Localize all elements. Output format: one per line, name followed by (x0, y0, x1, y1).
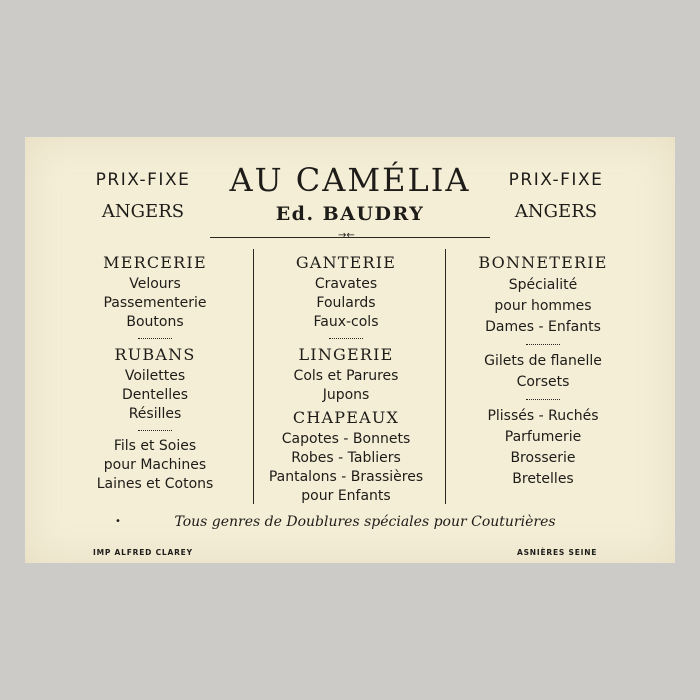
list-item: Spécialité (508, 277, 578, 293)
list-item: Brosserie (510, 450, 576, 466)
list-item: Passementerie (103, 295, 207, 311)
column-right (443, 253, 643, 490)
list-item: Corsets (516, 374, 570, 390)
tagline: Tous genres de Doublures spéciales pour Couturières (174, 514, 556, 530)
section-heading: GANTERIE (295, 253, 397, 272)
list-item: Gilets de flanelle (484, 353, 602, 369)
prix-fixe-left: PRIX-FIXE (95, 170, 191, 190)
dotted-separator (329, 338, 363, 339)
prix-fixe-right: PRIX-FIXE (508, 170, 604, 190)
list-item: Pantalons - Brassières (268, 469, 424, 485)
shop-title: AU CAMÉLIA (229, 161, 471, 199)
dotted-separator (138, 338, 172, 339)
header-right (476, 170, 636, 222)
proprietor-name: Ed. BAUDRY (275, 203, 425, 225)
section-heading: MERCERIE (103, 253, 207, 272)
list-item: Fils et Soies (113, 438, 197, 454)
list-item: pour Enfants (301, 488, 391, 504)
list-item: Faux-cols (313, 314, 379, 330)
dotted-separator (526, 344, 560, 345)
printer-credit: IMP ALFRED CLAREY (93, 548, 193, 557)
column-center (246, 253, 446, 506)
list-item: Plissés - Ruchés (487, 408, 599, 424)
bullet-mark: • (115, 516, 121, 527)
section-heading: CHAPEAUX (292, 408, 400, 427)
divider-ornament: →← (338, 230, 355, 241)
list-item: Velours (129, 276, 181, 292)
list-item: Cravates (314, 276, 378, 292)
list-item: Robes - Tabliers (291, 450, 401, 466)
list-item: pour hommes (494, 298, 592, 314)
list-item: Parfumerie (504, 429, 582, 445)
trade-card (25, 137, 675, 563)
section-heading: RUBANS (114, 345, 196, 364)
list-item: Foulards (316, 295, 376, 311)
section-heading: BONNETERIE (478, 253, 608, 272)
list-item: pour Machines (103, 457, 207, 473)
list-item: Voilettes (124, 368, 186, 384)
list-item: Résilles (128, 406, 182, 422)
column-left (55, 253, 255, 494)
list-item: Cols et Parures (293, 368, 399, 384)
dotted-separator (138, 430, 172, 431)
section-heading: LINGERIE (298, 345, 394, 364)
list-item: Dentelles (121, 387, 189, 403)
list-item: Jupons (322, 387, 370, 403)
list-item: Boutons (126, 314, 184, 330)
list-item: Capotes - Bonnets (281, 431, 411, 447)
list-item: Laines et Cotons (96, 476, 214, 492)
printer-location: ASNIÈRES SEINE (517, 548, 598, 557)
list-item: Dames - Enfants (485, 319, 601, 335)
list-item: Bretelles (512, 471, 574, 487)
dotted-separator (526, 399, 560, 400)
city-right: ANGERS (514, 201, 598, 222)
city-left: ANGERS (101, 201, 185, 222)
